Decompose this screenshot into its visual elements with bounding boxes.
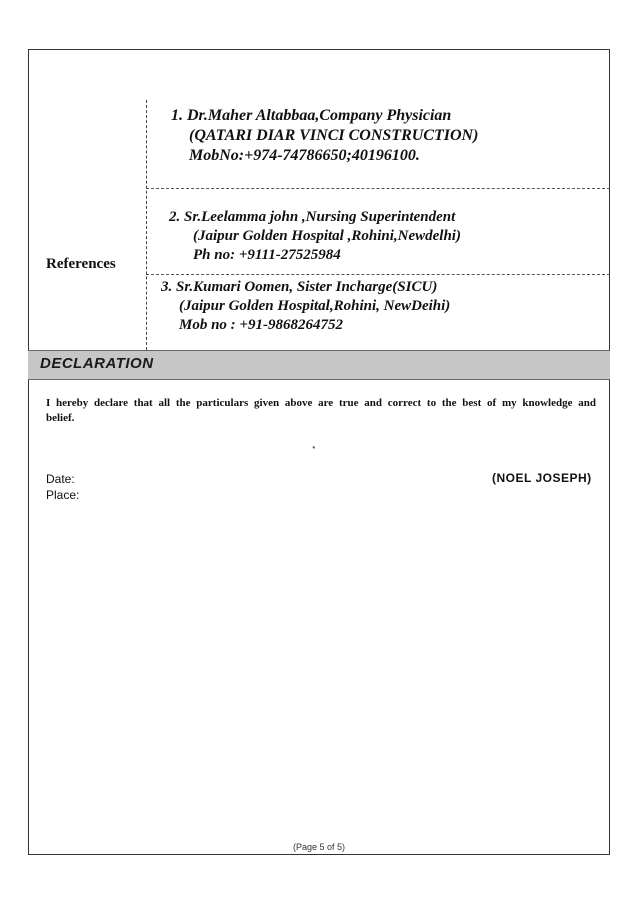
- reference-2: [169, 208, 461, 265]
- reference-1-name: 1. Dr.Maher Altabbaa,Company Physician: [171, 107, 452, 124]
- reference-3-organization: (Jaipur Golden Hospital,Rohini, NewDeihi): [179, 298, 451, 314]
- reference-3: [161, 278, 450, 335]
- date-label: Date:: [46, 472, 75, 486]
- column-divider: [146, 100, 147, 350]
- references-label: References: [46, 256, 116, 272]
- reference-3-phone: Mob no : +91-9868264752: [179, 317, 343, 333]
- reference-1: [171, 106, 478, 166]
- declaration-header-bar: [28, 350, 610, 380]
- date-place-block: [46, 471, 79, 503]
- declaration-title: DECLARATION: [40, 355, 154, 372]
- reference-3-name: 3. Sr.Kumari Oomen, Sister Incharge(SICU): [161, 279, 438, 295]
- reference-2-name: 2. Sr.Leelamma john ,Nursing Superintendent: [169, 209, 456, 225]
- references-table: [28, 100, 610, 350]
- place-label: Place:: [46, 488, 80, 502]
- signature-name: (NOEL JOSEPH): [492, 471, 592, 485]
- row-separator-2: [146, 274, 610, 275]
- reference-2-organization: (Jaipur Golden Hospital ,Rohini,Newdelhi): [193, 228, 461, 244]
- page-footer: (Page 5 of 5): [292, 842, 346, 852]
- row-separator-1: [146, 188, 610, 189]
- declaration-text: I hereby declare that all the particulars given above are true and correct to the best of my knowledge and belief.: [46, 397, 596, 424]
- reference-2-phone: Ph no: +9111-27525984: [193, 247, 341, 263]
- reference-1-organization: (QATARI DIAR VINCI CONSTRUCTION): [189, 127, 479, 144]
- stray-dot: ●: [312, 445, 316, 451]
- reference-1-phone: MobNo:+974-74786650;40196100.: [189, 147, 420, 164]
